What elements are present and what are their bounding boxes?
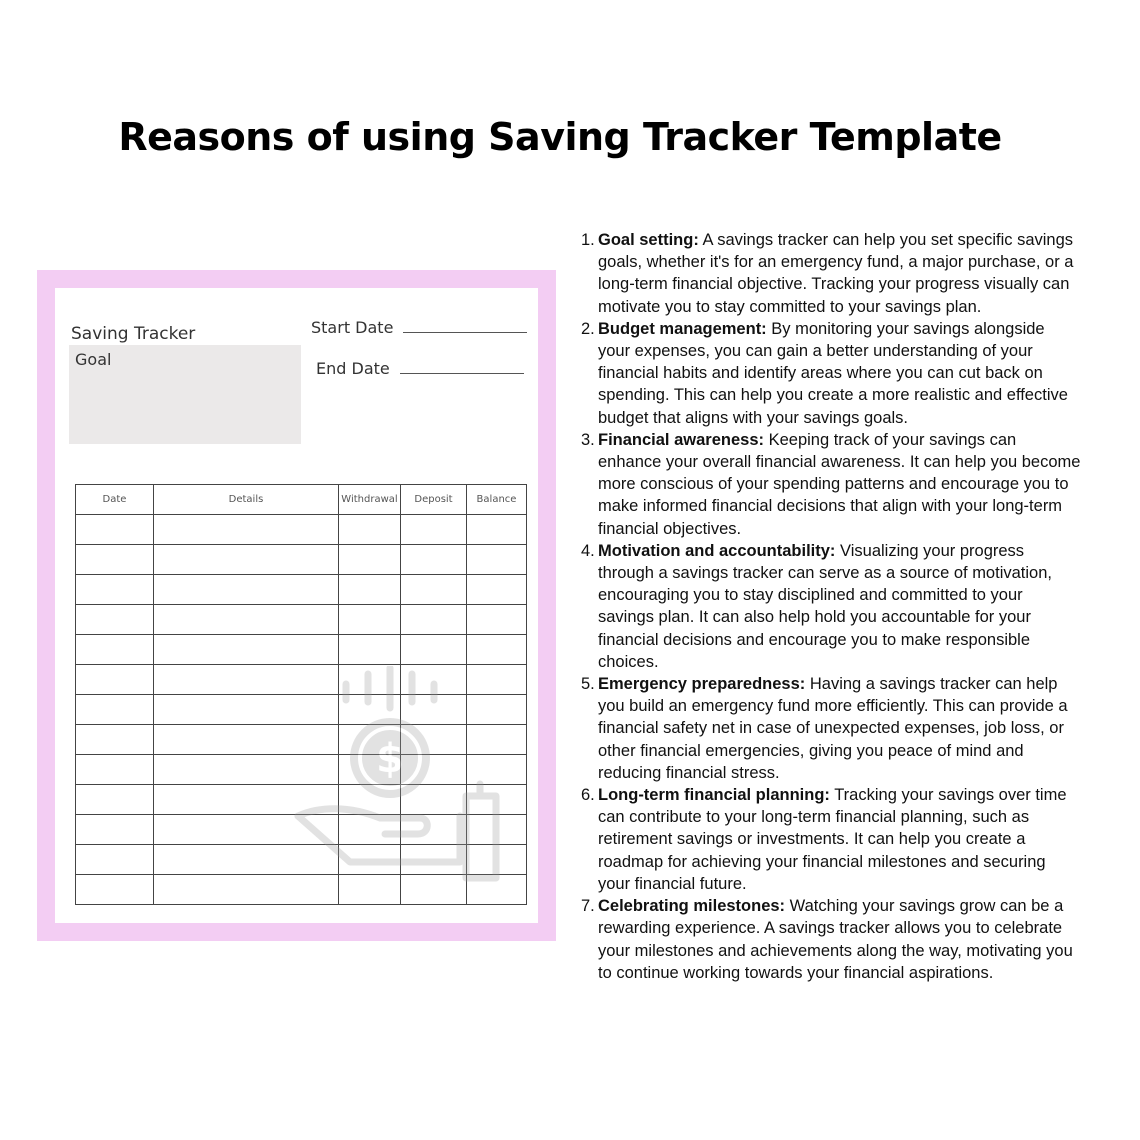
reason-text: Watching your savings grow can be a rewarding experience. A savings tracker allows you to celebrate your milestones and achievements along the way, motivating you to continue working towards your financial aspirations. bbox=[598, 897, 1073, 982]
reason-number: 5. bbox=[581, 675, 595, 694]
goal-label: Goal bbox=[75, 350, 112, 369]
ledger-cell bbox=[154, 515, 339, 545]
ledger-cell bbox=[339, 515, 401, 545]
reason-number: 1. bbox=[581, 231, 595, 249]
ledger-row bbox=[76, 515, 527, 545]
column-header-details: Details bbox=[154, 485, 339, 515]
column-header-balance: Balance bbox=[467, 485, 527, 515]
ledger-cell bbox=[76, 875, 154, 905]
reason-heading: Long-term financial planning: bbox=[598, 786, 830, 805]
reason-heading: Financial awareness: bbox=[598, 430, 764, 449]
reason-number: 3. bbox=[581, 430, 595, 449]
start-date-field bbox=[311, 318, 527, 337]
reason-text: By monitoring your savings alongside your expenses, you can gain a better understanding of your financial habits and identify areas where you can cut back on spending. This can help you create a more realistic and effective budget that aligns with your savings goals. bbox=[598, 319, 1068, 427]
ledger-row bbox=[76, 605, 527, 635]
ledger-cell bbox=[154, 605, 339, 635]
reason-text: Keeping track of your savings can enhance your overall financial awareness. It can help you become more conscious of your spending patterns and encourage you to make informed financial decisions that align with your long-term financial objectives. bbox=[598, 430, 1081, 538]
reason-heading: Budget management: bbox=[598, 319, 767, 338]
ledger-cell bbox=[467, 515, 527, 545]
reason-text: Tracking your savings over time can contribute to your long-term financial planning, such as retirement savings or investments. It can help you create a roadmap for achieving your financial milestones and securing your financial future. bbox=[598, 786, 1067, 893]
ledger-cell bbox=[339, 605, 401, 635]
ledger-cell bbox=[76, 575, 154, 605]
reason-item bbox=[581, 540, 1081, 673]
ledger-cell bbox=[154, 635, 339, 665]
ledger-cell bbox=[339, 545, 401, 575]
ledger-cell bbox=[76, 605, 154, 635]
ledger-cell bbox=[467, 635, 527, 665]
ledger-cell bbox=[76, 755, 154, 785]
reason-item bbox=[581, 429, 1081, 540]
ledger-cell bbox=[467, 575, 527, 605]
template-sheet bbox=[55, 288, 538, 923]
ledger-cell bbox=[401, 575, 467, 605]
reason-number: 2. bbox=[581, 319, 595, 338]
reason-number: 7. bbox=[581, 897, 595, 916]
page-title: Reasons of using Saving Tracker Template bbox=[118, 115, 1002, 160]
ledger-cell bbox=[401, 635, 467, 665]
ledger-cell bbox=[154, 575, 339, 605]
ledger-cell bbox=[76, 785, 154, 815]
ledger-cell bbox=[76, 845, 154, 875]
reason-item bbox=[581, 318, 1081, 429]
start-date-label: Start Date bbox=[311, 318, 394, 337]
ledger-cell bbox=[467, 545, 527, 575]
ledger-cell bbox=[467, 605, 527, 635]
ledger-cell bbox=[339, 635, 401, 665]
ledger-cell bbox=[76, 635, 154, 665]
end-date-field bbox=[316, 359, 524, 378]
reason-item bbox=[581, 895, 1081, 984]
start-date-line bbox=[403, 332, 527, 333]
end-date-label: End Date bbox=[316, 359, 390, 378]
ledger-cell bbox=[76, 695, 154, 725]
svg-text:$: $ bbox=[376, 736, 404, 782]
ledger-cell bbox=[154, 545, 339, 575]
reason-heading: Emergency preparedness: bbox=[598, 675, 806, 694]
reason-number: 4. bbox=[581, 541, 595, 560]
reason-text: Having a savings tracker can help you build an emergency fund more efficiently. This can provide a financial safety net in case of unexpected expenses, job loss, or other financial emergencies, giving you peace of mind and reducing financial stress. bbox=[598, 675, 1068, 782]
ledger-cell bbox=[339, 575, 401, 605]
hand-holding-dollar-coin-icon bbox=[290, 666, 530, 906]
ledger-cell bbox=[76, 815, 154, 845]
reasons-list bbox=[581, 229, 1081, 984]
ledger-header-row bbox=[76, 485, 527, 515]
ledger-cell bbox=[401, 545, 467, 575]
reason-text: Visualizing your progress through a savings tracker can serve as a source of motivation, encouraging you to stay disciplined and committed to your savings plan. It can also help hold you accountable for your financial decisions and encourage you to make responsible choices. bbox=[598, 541, 1052, 671]
column-header-date: Date bbox=[76, 485, 154, 515]
reason-text: A savings tracker can help you set specific savings goals, whether it's for an emergency fund, a major purchase, or a long-term financial objective. Tracking your progress visually can motivate you to stay committed to your savings plan. bbox=[598, 231, 1074, 316]
reason-item bbox=[581, 784, 1081, 895]
end-date-line bbox=[400, 373, 524, 374]
ledger-row bbox=[76, 545, 527, 575]
ledger-cell bbox=[76, 545, 154, 575]
ledger-cell bbox=[76, 665, 154, 695]
reason-heading: Goal setting: bbox=[598, 231, 699, 249]
sheet-title: Saving Tracker bbox=[71, 324, 196, 344]
reason-item bbox=[581, 229, 1081, 318]
template-preview-frame bbox=[37, 270, 556, 941]
reason-heading: Celebrating milestones: bbox=[598, 897, 786, 916]
ledger-cell bbox=[76, 725, 154, 755]
ledger-cell bbox=[76, 515, 154, 545]
column-header-withdrawal: Withdrawal bbox=[339, 485, 401, 515]
column-header-deposit: Deposit bbox=[401, 485, 467, 515]
ledger-row bbox=[76, 635, 527, 665]
ledger-row bbox=[76, 575, 527, 605]
reason-heading: Motivation and accountability: bbox=[598, 541, 836, 560]
ledger-cell bbox=[401, 515, 467, 545]
reason-item bbox=[581, 673, 1081, 784]
ledger-cell bbox=[401, 605, 467, 635]
reason-number: 6. bbox=[581, 786, 595, 805]
goal-box bbox=[69, 345, 301, 444]
